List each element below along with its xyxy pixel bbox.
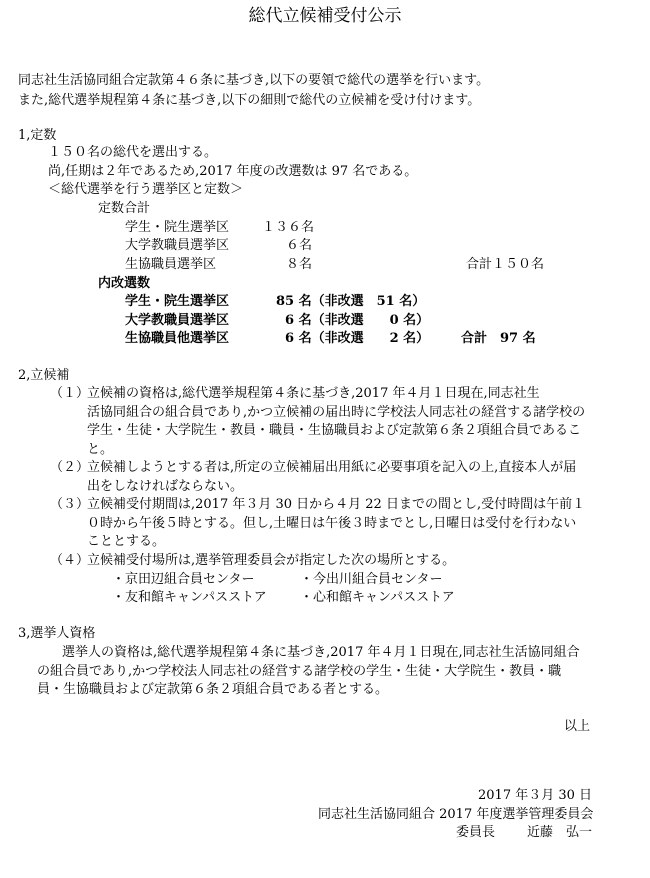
section-3-line: 選挙人の資格は,総代選挙規程第４条に基づき,2017 年４月１日現在,同志社生活協同組合 [62,645,580,660]
document-title: 総代立候補受付公示 [248,6,402,26]
reelect-label: 内改選数 [98,276,151,291]
total-quota-label: 定数合計 [98,201,151,216]
footer-name: 近藤 弘一 [527,825,593,840]
reelect-row-name: 学生・院生選挙区 [125,294,230,309]
item-line: 立候補受付期間は,2017 年３月 30 日から４月 22 日までの間とし,受付時間は午前１ [87,497,586,512]
reelect-row-count: 6 名（非改選 0 名） [285,313,430,328]
item-line: 立候補受付場所は,選挙管理委員会が指定した次の場所とする。 [87,553,456,568]
place-item: ・今出川組合員センター [300,572,443,587]
item-line: 活協同組合の組合員であり,かつ立候補の届出時に学校法人同志社の経営する諸学校の [87,405,586,420]
section-1-line-2: 尚,任期は２年であるため,2017 年度の改選数は 97 名である。 [48,164,418,179]
district-subheading: ＜総代選挙を行う選挙区と定数＞ [48,182,244,197]
section-1-line-1: １５０名の総代を選出する。 [48,145,218,160]
section-3-line: の組合員であり,かつ学校法人同志社の経営する諸学校の学生・生徒・大学院生・教員・職 [37,664,562,679]
intro-line-2: また,総代選挙規程第４条に基づき,以下の細則で総代の立候補を受け付けます。 [18,93,481,108]
item-line: 立候補しようとする者は,所定の立候補届出用紙に必要事項を記入の上,直接本人が届 [87,460,577,475]
footer-role: 委員長 [456,825,496,840]
place-item: ・京田辺組合員センター [112,572,255,587]
reelect-row-count: 6 名（非改選 2 名） [285,331,430,346]
section-3-line: 員・生協職員および定款第６条２項組合員である者とする。 [37,682,389,697]
reelect-row-name: 生協職員他選挙区 [125,331,230,346]
reelect-row-count: 85 名（非改選 51 名） [276,294,426,309]
total-row-name: 大学教職員選挙区 [125,238,230,253]
item-line: 出をしなければならない。 [87,479,244,494]
item-label: （３） [50,497,90,512]
total-row-name: 学生・院生選挙区 [125,220,230,235]
footer-date: 2017 年３月 30 日 [478,788,593,803]
place-item: ・心和館キャンパスストア [300,590,455,605]
section-2-heading: 2,立候補 [18,368,70,383]
section-1-heading: 1,定数 [18,128,57,143]
item-line: ０時から午後５時とする。但し,土曜日は午後３時までとし,日曜日は受付を行わない [87,516,577,531]
item-line: 立候補の資格は,総代選挙規程第４条に基づき,2017 年４月１日現在,同志社生 [87,386,540,401]
total-row-count: ８名 [286,257,313,272]
place-item: ・友和館キャンパスストア [112,590,267,605]
intro-line-1: 同志社生活協同組合定款第４６条に基づき,以下の要領で総代の選挙を行います。 [18,73,490,88]
item-label: （１） [50,386,90,401]
reelect-sum: 合計 97 名 [461,331,536,346]
item-line: 学生・生徒・大学院生・教員・職員・生協職員および定款第６条２項組合員であるこ [87,423,582,438]
item-label: （２） [50,460,90,475]
footer-organization: 同志社生活協同組合 2017 年度選挙管理委員会 [318,807,594,822]
closing-mark: 以上 [564,719,591,734]
item-label: （４） [50,553,90,568]
section-3-heading: 3,選挙人資格 [18,626,96,641]
total-row-count: １３６名 [262,220,315,235]
total-sum: 合計１５０名 [466,257,545,272]
total-row-name: 生協職員選挙区 [125,257,217,272]
reelect-row-name: 大学教職員選挙区 [125,313,230,328]
total-row-count: ６名 [286,238,313,253]
item-line: こととする。 [87,534,166,549]
item-line: と。 [87,442,114,457]
